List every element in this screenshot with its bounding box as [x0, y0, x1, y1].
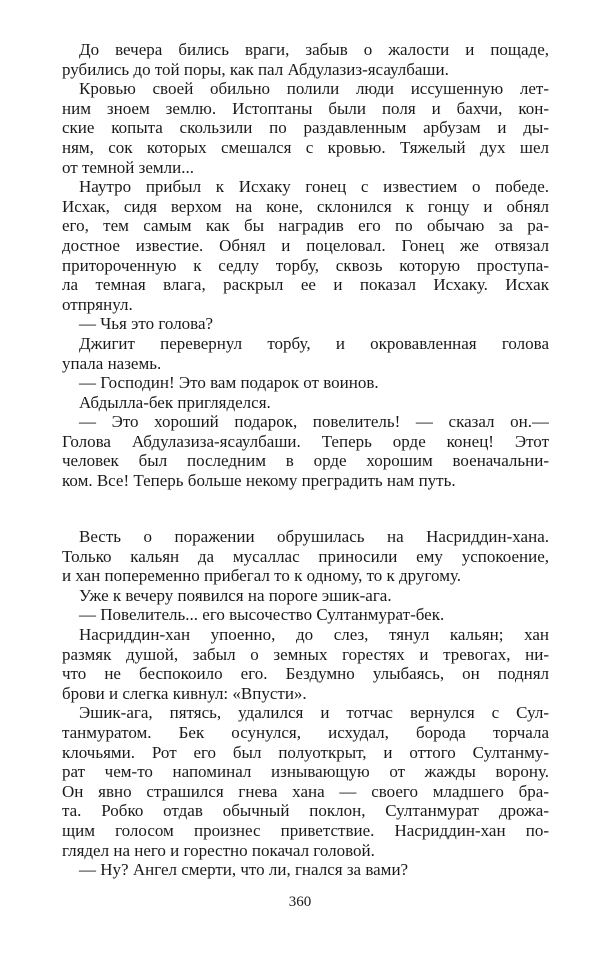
text-line: отпрянул. — [62, 294, 133, 314]
text-line: Кровью своей обильно полили люди иссушенную лет- — [79, 79, 549, 99]
text-line: Он явно страшился гнева хана — своего младшего бра- — [62, 781, 549, 801]
text-line: размяк душой, забыл о земных горестях и тревогах, ни- — [62, 644, 549, 664]
text-line: ла темная влага, раскрыл ее и показал Исхаку. Исхак — [62, 275, 549, 295]
text-line: — Повелитель... его высочество Султанмурат-бек. — [79, 605, 445, 625]
text-line: танмуратом. Бек осунулся, исхудал, борода торчала — [62, 722, 549, 742]
text-line: упала наземь. — [62, 353, 162, 373]
text-line: клочьями. Рот его был полуоткрыт, и оттого Султанму- — [62, 742, 549, 762]
text-line: — Это хороший подарок, повелитель! — сказал он.— — [79, 412, 549, 432]
text-line: его, тем самым как бы наградив его по обычаю за ра- — [62, 216, 549, 236]
text-line: рат чем-то напоминал изнывающую от жажды ворону. — [62, 762, 549, 782]
text-line: рубились до той поры, как пал Абдулазиз-ясаулбаши. — [62, 59, 449, 79]
text-section-2 — [62, 527, 549, 880]
text-line: щим голосом произнес приветствие. Насриддин-хан по- — [62, 820, 549, 840]
page-number: 360 — [288, 894, 312, 910]
text-line: брови и слегка кивнул: «Впусти». — [62, 683, 307, 703]
text-line: — Чья это голова? — [79, 314, 214, 334]
text-line: ские копыта скользили по раздавленным арбузам и ды- — [62, 118, 549, 138]
text-line: Наутро прибыл к Исхаку гонец с известием о победе. — [79, 177, 549, 197]
text-line: Эшик-ага, пятясь, удалился и тотчас вернулся с Сул- — [79, 703, 549, 723]
text-line: от темной земли... — [62, 157, 194, 177]
text-line: ним зноем землю. Истоптаны были поля и бахчи, кон- — [62, 98, 549, 118]
text-line: Насриддин-хан упоенно, до слез, тянул кальян; хан — [79, 624, 549, 644]
text-line: человек был последним в орде хорошим военачальни- — [62, 451, 549, 471]
text-line: До вечера бились враги, забыв о жалости и пощаде, — [79, 40, 549, 59]
text-line: глядел на него и горестно покачал головой. — [62, 840, 375, 860]
text-line: Джигит перевернул торбу, и окровавленная голова — [79, 333, 549, 353]
text-line: Весть о поражении обрушилась на Насриддин-хана. — [79, 527, 549, 546]
text-line: — Господин! Это вам подарок от воинов. — [79, 373, 379, 393]
text-line: Уже к вечеру появился на пороге эшик-ага. — [79, 585, 392, 605]
text-line: Голова Абдулазиза-ясаулбаши. Теперь орде конец! Этот — [62, 431, 549, 451]
text-line: — Ну? Ангел смерти, что ли, гнался за вами? — [79, 860, 409, 880]
text-line: та. Робко отдав обычный поклон, Султанмурат дрожа- — [62, 801, 549, 821]
text-line: Абдылла-бек пригляделся. — [79, 392, 271, 412]
text-line: ком. Все! Теперь больше некому преградить нам путь. — [62, 471, 456, 491]
text-line: что не беспокоило его. Бездумно улыбаясь, он поднял — [62, 664, 549, 684]
text-line: ням, сок которых смешался с кровью. Тяжелый дух шел — [62, 137, 549, 157]
text-line: и хан попеременно прибегал то к одному, то к другому. — [62, 566, 461, 586]
text-line: притороченную к седлу торбу, сквозь которую проступа- — [62, 255, 549, 275]
text-line: достное известие. Обнял и поцеловал. Гонец же отвязал — [62, 235, 549, 255]
text-line: Только кальян да мусаллас приносили ему успокоение, — [62, 546, 549, 566]
text-line: Исхак, сидя верхом на коне, склонился к гонцу и обнял — [62, 196, 549, 216]
text-section-1 — [62, 40, 549, 491]
